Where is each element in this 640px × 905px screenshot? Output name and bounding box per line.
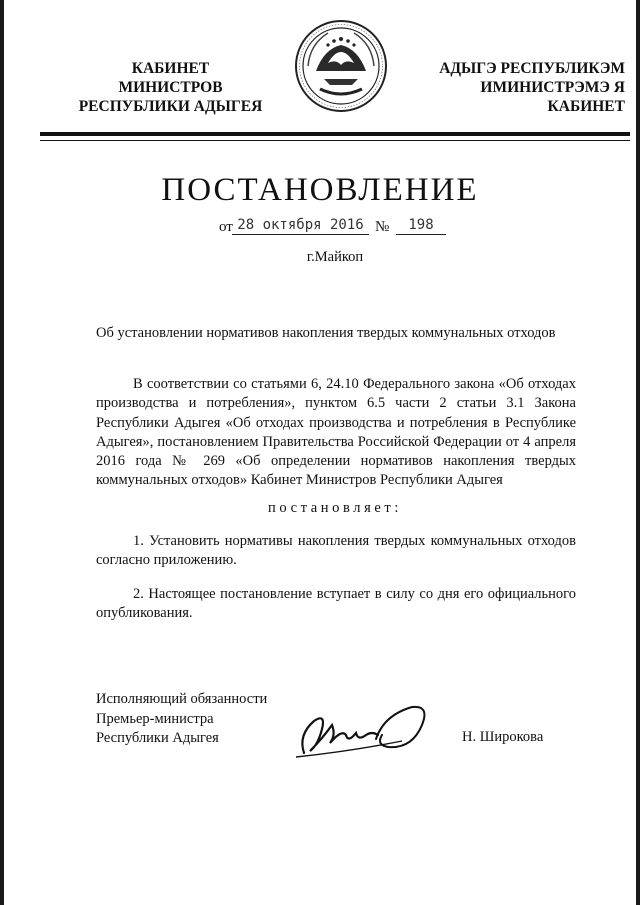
signatory-position: [96, 690, 267, 749]
item-1-paragraph: 1. Установить нормативы накопления твердых коммунальных отходов согласно приложению.: [96, 533, 576, 569]
scan-edge-left: [0, 0, 4, 905]
decrees-heading: постановляет:: [268, 500, 402, 516]
header-divider-thin: [40, 140, 630, 141]
header-right-line2: ИМИНИСТРЭМЭ Я КАБИНЕТ: [480, 79, 625, 115]
city: г.Майкоп: [306, 249, 364, 265]
date-prefix: от: [219, 219, 233, 235]
header-right: [400, 59, 625, 116]
document-date: 28 октября 2016: [232, 216, 369, 235]
signer-name: Н. Широкова: [462, 729, 544, 745]
preamble-paragraph: В соответствии со статьями 6, 24.10 Федерального закона «Об отходах производства и потребления», пунктом 6.5 части 2 статьи 3.1 Закона Республики Адыгея «Об отходах производства и потребления в Республике Адыгея», постановлением Правительства Российской Федерации от 4 апреля 2016 года № 269 «Об определении нормативов накопления твердых коммунальных отходов» Кабинет Министров Республики Адыгея: [96, 376, 576, 489]
header-left-line2: РЕСПУБЛИКИ АДЫГЕЯ: [78, 98, 263, 115]
document-subject: Об установлении нормативов накопления твердых коммунальных отходов: [96, 325, 556, 341]
item-2-paragraph: 2. Настоящее постановление вступает в силу со дня его официального опубликования.: [96, 586, 576, 622]
handwritten-signature: [292, 695, 442, 765]
number-prefix: №: [375, 219, 390, 235]
position-line2: Премьер-министра: [96, 710, 214, 727]
coat-of-arms-icon: [294, 19, 388, 113]
header-divider-thick: [40, 132, 630, 136]
document-title: ПОСТАНОВЛЕНИЕ: [161, 172, 479, 208]
header-right-line1: АДЫГЭ РЕСПУБЛИКЭМ: [439, 60, 625, 77]
position-line1: Исполняющий обязанности: [96, 691, 268, 707]
scan-edge-right: [636, 0, 640, 905]
document-number: 198: [396, 216, 446, 235]
header-left-line1: КАБИНЕТ МИНИСТРОВ: [118, 60, 223, 96]
header-left: [78, 59, 263, 116]
position-line3: Республики Адыгея: [96, 730, 219, 746]
